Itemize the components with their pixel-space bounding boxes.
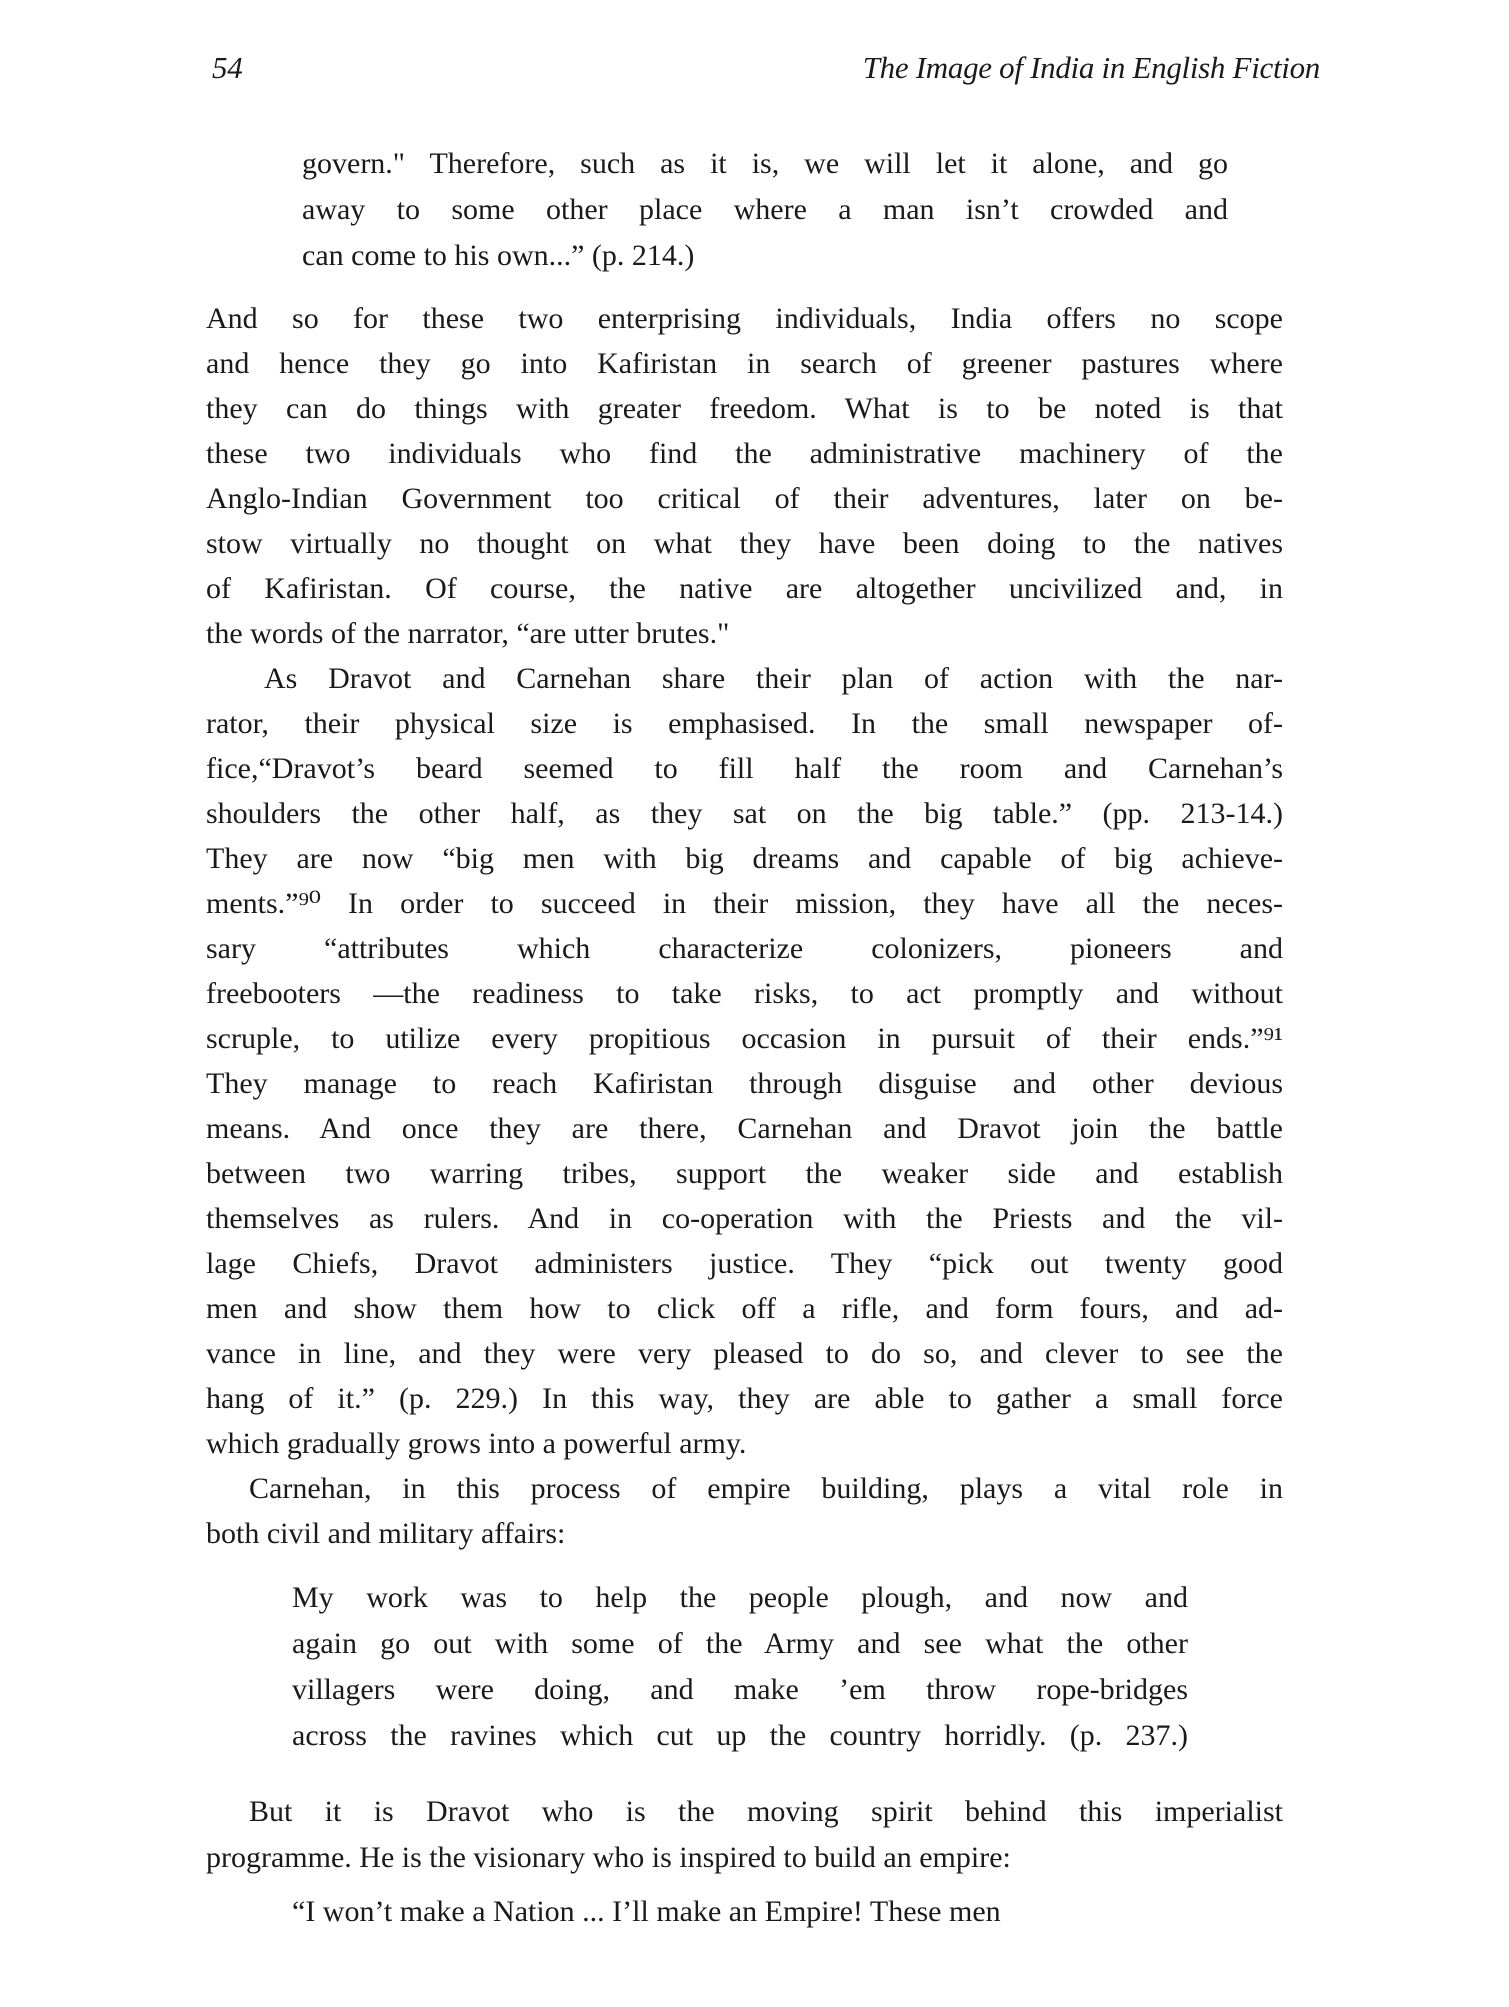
text-line: both civil and military affairs: [206,1517,566,1550]
text-line: They are now “big men with big dreams and capable of big achieve- [206,842,1283,875]
text-line: But it is Dravot who is the moving spirit behind this imperialist [249,1795,1283,1828]
text-line: Anglo-Indian Government too critical of their adventures, later on be- [206,482,1283,515]
text-line: vance in line, and they were very pleased to do so, and clever to see the [206,1337,1283,1370]
text-line: “I won’t make a Nation ... I’ll make an Empire! These men [292,1895,1001,1928]
text-line: villagers were doing, and make ’em throw rope-bridges [292,1673,1188,1706]
text-line: men and show them how to click off a rifle, and form fours, and ad- [206,1292,1283,1325]
text-line: programme. He is the visionary who is inspired to build an empire: [206,1841,1011,1874]
text-line: of Kafiristan. Of course, the native are altogether uncivilized and, in [206,572,1283,605]
text-line: lage Chiefs, Dravot administers justice. They “pick out twenty good [206,1247,1283,1280]
text-line: they can do things with greater freedom. What is to be noted is that [206,392,1283,425]
text-line: away to some other place where a man isn’t crowded and [302,193,1228,226]
text-line: which gradually grows into a powerful army. [206,1427,747,1460]
text-line: ments.”⁹⁰ In order to succeed in their mission, they have all the neces- [206,887,1283,920]
running-title: The Image of India in English Fiction [862,50,1320,85]
text-line: Carnehan, in this process of empire building, plays a vital role in [249,1472,1283,1505]
text-line: means. And once they are there, Carnehan and Dravot join the battle [206,1112,1283,1145]
text-line: rator, their physical size is emphasised. In the small newspaper of- [206,707,1283,740]
text-line: between two warring tribes, support the weaker side and establish [206,1157,1283,1190]
text-line: shoulders the other half, as they sat on the big table.” (pp. 213-14.) [206,797,1283,830]
text-line: scruple, to utilize every propitious occasion in pursuit of their ends.”⁹¹ [206,1022,1283,1055]
text-line: freebooters —the readiness to take risks, to act promptly and without [206,977,1283,1010]
text-line: sary “attributes which characterize colonizers, pioneers and [206,932,1283,965]
text-line: hang of it.” (p. 229.) In this way, they are able to gather a small force [206,1382,1283,1415]
text-line: themselves as rulers. And in co-operation with the Priests and the vil- [206,1202,1283,1235]
text-line: As Dravot and Carnehan share their plan of action with the nar- [264,662,1283,695]
text-line: They manage to reach Kafiristan through disguise and other devious [206,1067,1283,1100]
page-number: 54 [212,50,243,85]
text-line: My work was to help the people plough, and now and [292,1581,1188,1614]
text-line: these two individuals who find the administrative machinery of the [206,437,1283,470]
text-line: stow virtually no thought on what they have been doing to the natives [206,527,1283,560]
text-line: govern." Therefore, such as it is, we will let it alone, and go [302,147,1228,180]
text-line: fice,“Dravot’s beard seemed to fill half the room and Carnehan’s [206,752,1283,785]
text-line: and hence they go into Kafiristan in search of greener pastures where [206,347,1283,380]
text-line: the words of the narrator, “are utter brutes." [206,617,730,650]
text-line: across the ravines which cut up the country horridly. (p. 237.) [292,1719,1188,1752]
text-line: can come to his own...” (p. 214.) [302,239,695,272]
text-line: again go out with some of the Army and see what the other [292,1627,1188,1660]
text-line: And so for these two enterprising individuals, India offers no scope [206,302,1283,335]
